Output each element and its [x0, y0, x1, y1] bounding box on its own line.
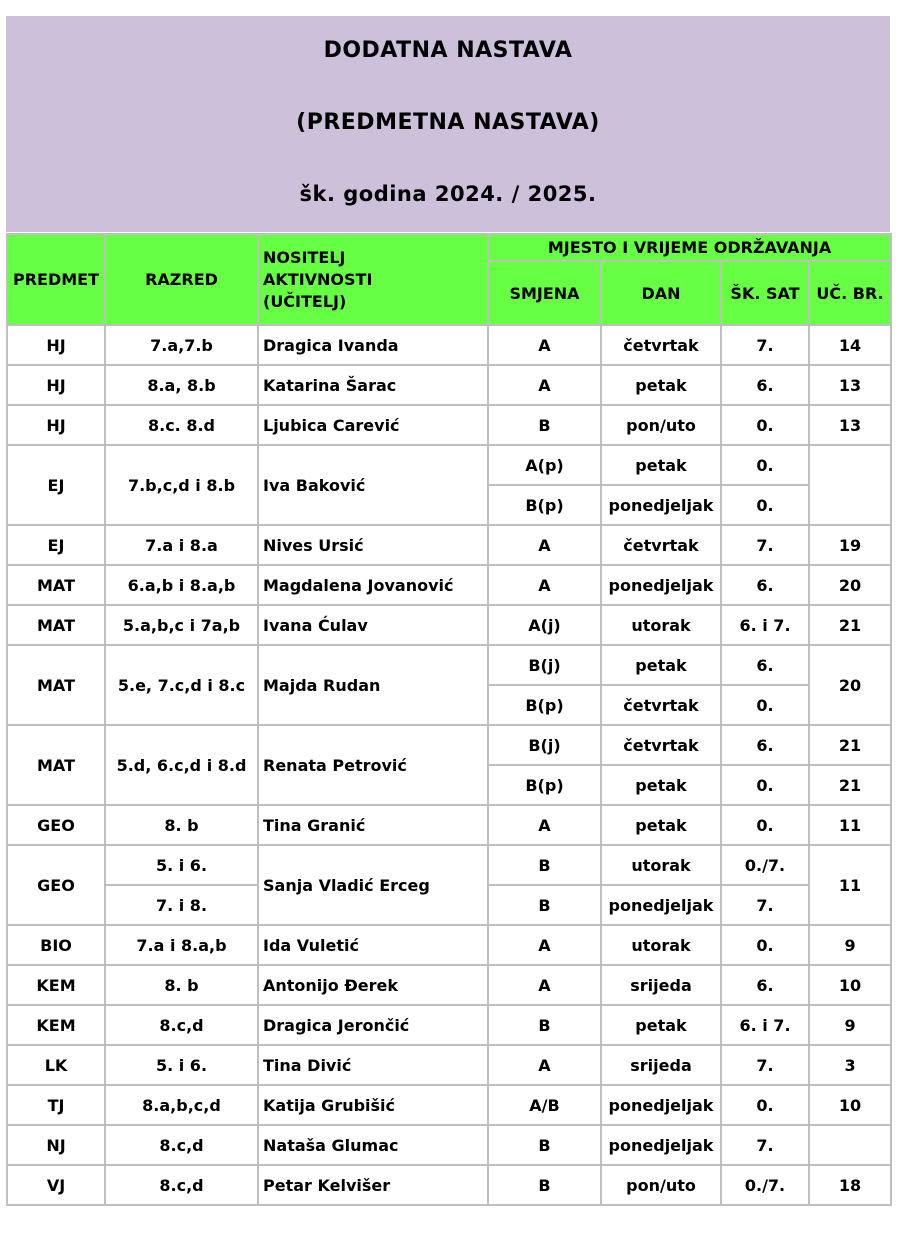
cell-dan: ponedjeljak	[601, 885, 721, 925]
table-row	[7, 805, 891, 845]
cell-razred: 8.c. 8.d	[105, 405, 258, 445]
table-row	[7, 325, 891, 365]
cell-nositelj: Petar Kelvišer	[258, 1165, 488, 1205]
cell-ucbr	[809, 1125, 891, 1165]
cell-nositelj: Tina Divić	[258, 1045, 488, 1085]
cell-smjena: B	[488, 885, 601, 925]
table-row	[7, 1085, 891, 1125]
title-box	[6, 16, 890, 232]
cell-sat: 7.	[721, 1125, 809, 1165]
table-row	[7, 845, 891, 885]
cell-smjena: B	[488, 405, 601, 445]
cell-predmet: KEM	[7, 965, 105, 1005]
cell-sat: 7.	[721, 885, 809, 925]
cell-ucbr: 14	[809, 325, 891, 365]
cell-razred: 7.a i 8.a,b	[105, 925, 258, 965]
table-row	[7, 1125, 891, 1165]
cell-ucbr: 10	[809, 965, 891, 1005]
cell-ucbr: 20	[809, 565, 891, 605]
cell-smjena: A	[488, 525, 601, 565]
cell-sat: 0./7.	[721, 1165, 809, 1205]
cell-smjena: A(p)	[488, 445, 601, 485]
page-title: DODATNA NASTAVA	[323, 38, 573, 63]
cell-smjena: B(p)	[488, 485, 601, 525]
cell-smjena: B	[488, 1165, 601, 1205]
cell-nositelj: Sanja Vladić Erceg	[258, 845, 488, 925]
cell-nositelj: Tina Granić	[258, 805, 488, 845]
cell-ucbr: 21	[809, 605, 891, 645]
header-razred: RAZRED	[105, 234, 258, 325]
cell-ucbr: 11	[809, 845, 891, 925]
cell-dan: četvrtak	[601, 325, 721, 365]
cell-sat: 0./7.	[721, 845, 809, 885]
cell-nositelj: Antonijo Đerek	[258, 965, 488, 1005]
cell-dan: četvrtak	[601, 525, 721, 565]
table-row	[7, 365, 891, 405]
cell-ucbr: 20	[809, 645, 891, 725]
cell-ucbr	[809, 445, 891, 525]
table-row	[7, 925, 891, 965]
cell-smjena: A/B	[488, 1085, 601, 1125]
cell-dan: srijeda	[601, 1045, 721, 1085]
cell-predmet: KEM	[7, 1005, 105, 1045]
cell-predmet: EJ	[7, 525, 105, 565]
cell-nositelj: Ivana Ćulav	[258, 605, 488, 645]
cell-nositelj: Iva Baković	[258, 445, 488, 525]
cell-razred: 8.c,d	[105, 1125, 258, 1165]
cell-smjena: A	[488, 365, 601, 405]
cell-dan: utorak	[601, 605, 721, 645]
table-row	[7, 1165, 891, 1205]
header-predmet: PREDMET	[7, 234, 105, 325]
cell-nositelj: Ida Vuletić	[258, 925, 488, 965]
cell-nositelj: Dragica Jerončić	[258, 1005, 488, 1045]
table-row	[7, 725, 891, 765]
cell-ucbr: 18	[809, 1165, 891, 1205]
cell-ucbr: 21	[809, 725, 891, 765]
cell-ucbr: 9	[809, 1005, 891, 1045]
cell-dan: ponedjeljak	[601, 565, 721, 605]
page-subtitle: (PREDMETNA NASTAVA)	[296, 110, 600, 135]
schedule-table	[6, 233, 892, 1206]
table-row	[7, 565, 891, 605]
cell-smjena: B(p)	[488, 685, 601, 725]
cell-razred: 5.d, 6.c,d i 8.d	[105, 725, 258, 805]
cell-razred: 7.a i 8.a	[105, 525, 258, 565]
cell-sat: 6.	[721, 365, 809, 405]
cell-smjena: A	[488, 325, 601, 365]
cell-smjena: B(j)	[488, 645, 601, 685]
cell-dan: četvrtak	[601, 685, 721, 725]
table-row	[7, 1045, 891, 1085]
cell-dan: pon/uto	[601, 1165, 721, 1205]
cell-razred: 5. i 6.	[105, 845, 258, 885]
cell-sat: 0.	[721, 685, 809, 725]
cell-smjena: B(p)	[488, 765, 601, 805]
cell-predmet: VJ	[7, 1165, 105, 1205]
cell-dan: petak	[601, 445, 721, 485]
cell-predmet: NJ	[7, 1125, 105, 1165]
cell-predmet: MAT	[7, 725, 105, 805]
cell-dan: petak	[601, 765, 721, 805]
cell-razred: 6.a,b i 8.a,b	[105, 565, 258, 605]
cell-nositelj: Ljubica Carević	[258, 405, 488, 445]
header-dan: DAN	[601, 261, 721, 325]
cell-dan: srijeda	[601, 965, 721, 1005]
cell-ucbr: 21	[809, 765, 891, 805]
cell-dan: utorak	[601, 845, 721, 885]
cell-razred: 8.a,b,c,d	[105, 1085, 258, 1125]
cell-razred: 7.a,7.b	[105, 325, 258, 365]
cell-sat: 6.	[721, 965, 809, 1005]
cell-razred: 5. i 6.	[105, 1045, 258, 1085]
cell-sat: 0.	[721, 805, 809, 845]
table-row	[7, 525, 891, 565]
cell-sat: 7.	[721, 325, 809, 365]
table-row	[7, 605, 891, 645]
cell-smjena: A(j)	[488, 605, 601, 645]
cell-sat: 0.	[721, 925, 809, 965]
header-mjesto: MJESTO I VRIJEME ODRŽAVANJA	[488, 234, 891, 261]
cell-smjena: B	[488, 845, 601, 885]
header-smjena: SMJENA	[488, 261, 601, 325]
cell-predmet: MAT	[7, 565, 105, 605]
cell-ucbr: 9	[809, 925, 891, 965]
cell-ucbr: 13	[809, 365, 891, 405]
cell-razred: 8.c,d	[105, 1005, 258, 1045]
cell-nositelj: Majda Rudan	[258, 645, 488, 725]
table-body	[7, 325, 891, 1205]
cell-predmet: HJ	[7, 325, 105, 365]
cell-smjena: B(j)	[488, 725, 601, 765]
cell-ucbr: 19	[809, 525, 891, 565]
cell-sat: 6. i 7.	[721, 1005, 809, 1045]
cell-ucbr: 3	[809, 1045, 891, 1085]
cell-sat: 6.	[721, 645, 809, 685]
cell-smjena: A	[488, 965, 601, 1005]
cell-sat: 0.	[721, 405, 809, 445]
cell-razred: 5.a,b,c i 7a,b	[105, 605, 258, 645]
cell-predmet: LK	[7, 1045, 105, 1085]
table-row	[7, 1005, 891, 1045]
cell-razred: 8.c,d	[105, 1165, 258, 1205]
cell-predmet: TJ	[7, 1085, 105, 1125]
table-row	[7, 645, 891, 685]
table-row	[7, 445, 891, 485]
cell-dan: ponedjeljak	[601, 1085, 721, 1125]
cell-razred: 7. i 8.	[105, 885, 258, 925]
cell-razred: 8. b	[105, 805, 258, 845]
cell-dan: ponedjeljak	[601, 1125, 721, 1165]
cell-predmet: HJ	[7, 365, 105, 405]
cell-smjena: A	[488, 925, 601, 965]
cell-nositelj: Magdalena Jovanović	[258, 565, 488, 605]
cell-sat: 0.	[721, 485, 809, 525]
header-ucbr: UČ. BR.	[809, 261, 891, 325]
table-row	[7, 405, 891, 445]
cell-sat: 7.	[721, 525, 809, 565]
cell-dan: četvrtak	[601, 725, 721, 765]
cell-predmet: MAT	[7, 605, 105, 645]
cell-smjena: A	[488, 565, 601, 605]
cell-predmet: BIO	[7, 925, 105, 965]
cell-dan: petak	[601, 1005, 721, 1045]
cell-nositelj: Katarina Šarac	[258, 365, 488, 405]
cell-nositelj: Renata Petrović	[258, 725, 488, 805]
header-nositelj: NOSITELJ AKTIVNOSTI (UČITELJ)	[258, 234, 488, 325]
cell-razred: 5.e, 7.c,d i 8.c	[105, 645, 258, 725]
cell-predmet: EJ	[7, 445, 105, 525]
cell-dan: petak	[601, 805, 721, 845]
cell-ucbr: 10	[809, 1085, 891, 1125]
cell-razred: 8.a, 8.b	[105, 365, 258, 405]
cell-dan: petak	[601, 365, 721, 405]
header-sat: ŠK. SAT	[721, 261, 809, 325]
cell-sat: 0.	[721, 765, 809, 805]
cell-smjena: B	[488, 1005, 601, 1045]
cell-nositelj: Dragica Ivanda	[258, 325, 488, 365]
cell-razred: 7.b,c,d i 8.b	[105, 445, 258, 525]
cell-smjena: B	[488, 1125, 601, 1165]
cell-dan: pon/uto	[601, 405, 721, 445]
cell-predmet: GEO	[7, 845, 105, 925]
cell-dan: ponedjeljak	[601, 485, 721, 525]
table-row	[7, 965, 891, 1005]
cell-nositelj: Katija Grubišić	[258, 1085, 488, 1125]
cell-nositelj: Nataša Glumac	[258, 1125, 488, 1165]
cell-sat: 0.	[721, 445, 809, 485]
cell-predmet: GEO	[7, 805, 105, 845]
cell-razred: 8. b	[105, 965, 258, 1005]
cell-nositelj: Nives Ursić	[258, 525, 488, 565]
cell-sat: 7.	[721, 1045, 809, 1085]
cell-dan: petak	[601, 645, 721, 685]
cell-smjena: A	[488, 805, 601, 845]
cell-ucbr: 13	[809, 405, 891, 445]
cell-dan: utorak	[601, 925, 721, 965]
cell-sat: 6.	[721, 725, 809, 765]
cell-sat: 6. i 7.	[721, 605, 809, 645]
cell-smjena: A	[488, 1045, 601, 1085]
school-year: šk. godina 2024. / 2025.	[299, 182, 597, 206]
cell-ucbr: 11	[809, 805, 891, 845]
cell-sat: 6.	[721, 565, 809, 605]
cell-predmet: HJ	[7, 405, 105, 445]
cell-sat: 0.	[721, 1085, 809, 1125]
cell-predmet: MAT	[7, 645, 105, 725]
